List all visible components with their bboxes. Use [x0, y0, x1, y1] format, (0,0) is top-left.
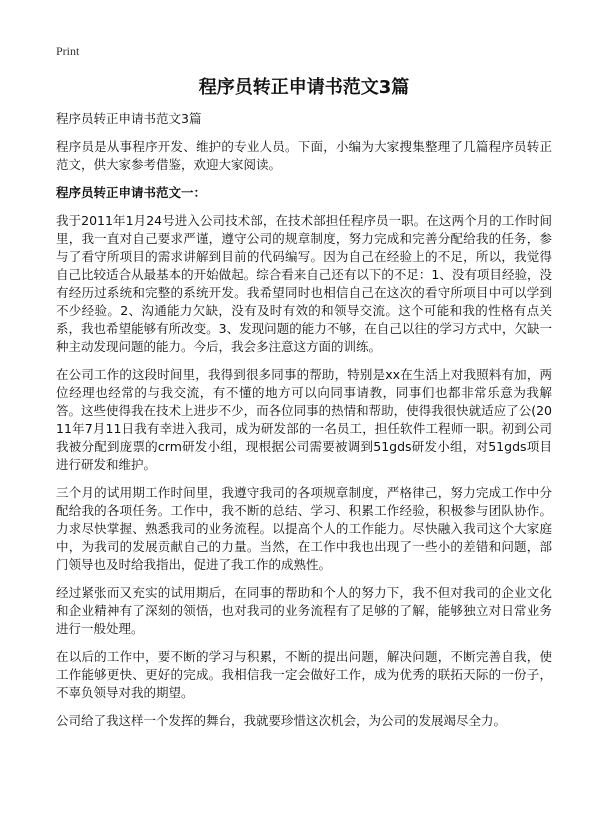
body-paragraph-3: 三个月的试用期工作时间里，我遵守我司的各项规章制度，严格律己，努力完成工作中分配给我的各项任务。工作中，我不断的总结、学习、积累工作经验，积极参与团队协作。力求尽快掌握、熟悉我司的业务流程。以提高个人的工作能力。尽快融入我司这个大家庭中，为我司的发展贡献自己的力量。当然，在工作中我也出现了一些小的差错和问题，部门领导也及时给我指出，促进了我工作的成熟性。 [56, 485, 552, 572]
document-subtitle: 程序员转正申请书范文3篇 [56, 111, 202, 126]
body-paragraph-1: 我于2011年1月24号进入公司技术部，在技术部担任程序员一职。在这两个月的工作时间里，我一直对自己要求严谨，遵守公司的规章制度，努力完成和完善分配给我的任务，参与了看守所项目的需求讲解到目前的代码编写。因为自己在经验上的不足，所以，我觉得自己比较适合从最基本的开始做起。综合看来自己还有以下的不足：1、没有项目经验，没有经历过系统和完整的系统开发。我希望同时也相信自己在这次的看守所项目中可以学到不少经验。2、沟通能力欠缺，没有及时有效的和领导交流。这个可能和我的性格有点关系，我也希望能够有所改变。3、发现问题的能力不够，在自己以往的学习方式中，欠缺一种主动发现问题的能力。今后，我会多注意这方面的训练。 [56, 213, 552, 354]
intro-paragraph: 程序员是从事程序开发、维护的专业人员。下面，小编为大家搜集整理了几篇程序员转正范文，供大家参考借鉴，欢迎大家阅读。 [56, 139, 552, 172]
section-heading: 程序员转正申请书范文一： [56, 185, 207, 200]
body-paragraph-4: 经过紧张而又充实的试用期后，在同事的帮助和个人的努力下，我不但对我司的企业文化和企业精神有了深刻的领悟，也对我司的业务流程有了足够的了解，能够独立对日常业务进行一般处理。 [56, 585, 552, 636]
body-paragraph-2: 在公司工作的这段时间里，我得到很多同事的帮助，特别是xx在生活上对我照料有加，两位经理也经常的与我交流，有不懂的地方可以向同事请教，同事们也都非常乐意为我解答。这些使得我在技术上进步不少，而各位同事的热情和帮助，使得我很快就适应了公(2011年7月11日我有幸进入我司，成为研发部的一名员工，担任软件工程师一职。初到公司我被分配到庞票的crm研发小组，现根据公司需要被调到51gds研发小组，对51gds项目进行研发和维护。 [56, 367, 552, 472]
body-paragraph-5: 在以后的工作中，要不断的学习与积累，不断的提出问题，解决问题，不断完善自我，使工作能够更快、更好的完成。我相信我一定会做好工作，成为优秀的联拓天际的一份子，不辜负领导对我的期望。 [56, 649, 552, 700]
print-link[interactable]: Print [56, 44, 80, 58]
page-title: 程序员转正申请书范文3篇 [198, 77, 410, 98]
body-paragraph-6: 公司给了我这样一个发挥的舞台，我就要珍惜这次机会，为公司的发展竭尽全力。 [56, 713, 507, 728]
